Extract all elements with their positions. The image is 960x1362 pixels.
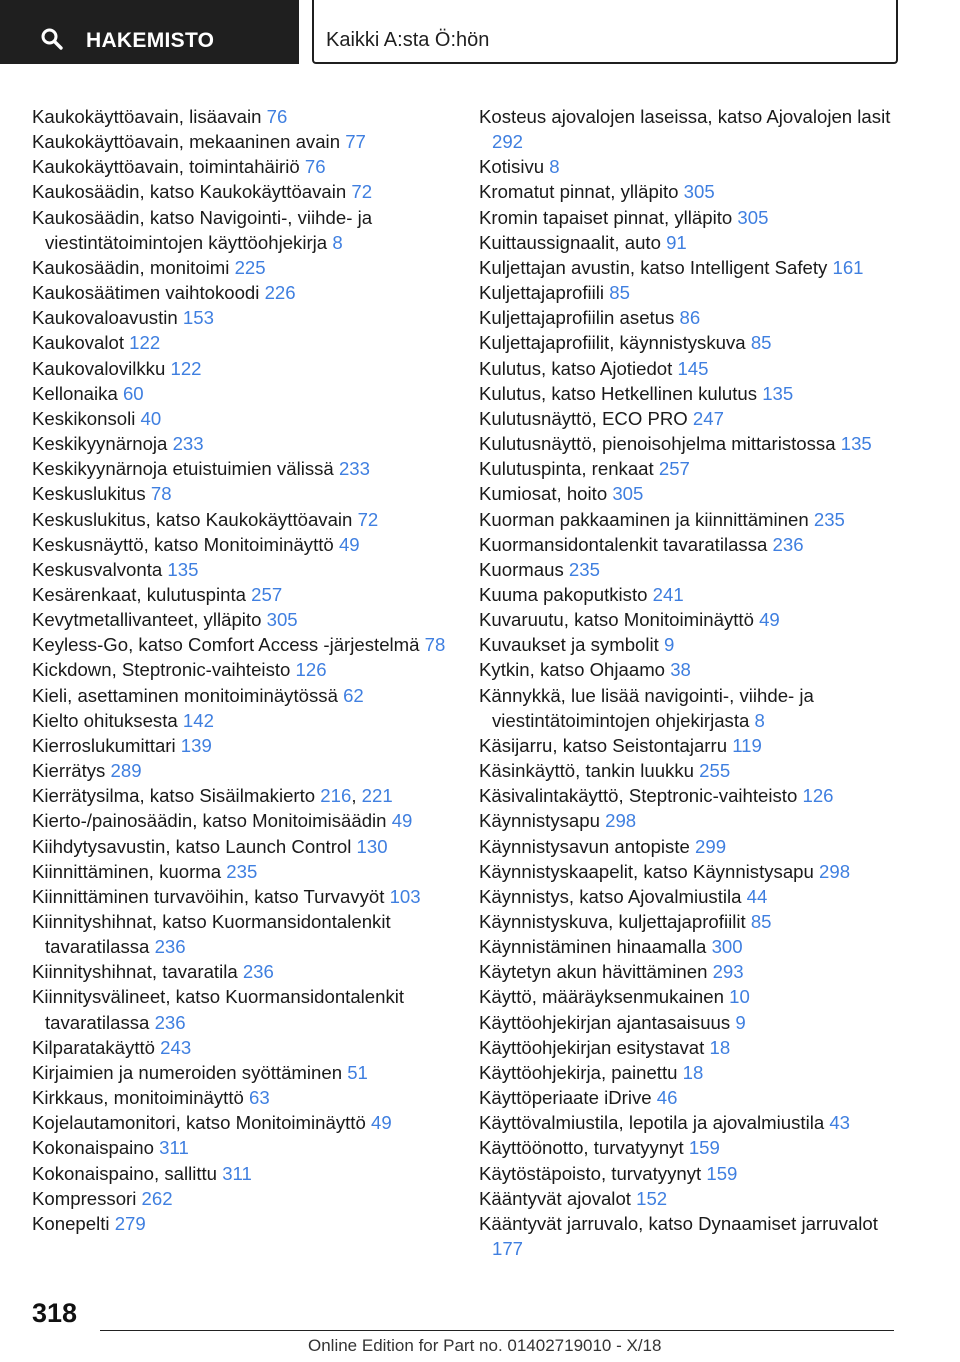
index-entry [32, 1211, 462, 1236]
index-entry-term: Kojelautamonitori, katso Monitoiminäyttö [32, 1112, 371, 1134]
index-entry [479, 532, 909, 557]
page-link[interactable]: 262 [141, 1187, 173, 1209]
index-entry-term: Käynnistäminen hinaamalla [479, 936, 712, 958]
index-entry-term: Kiinnityshihnat, tavaratila [32, 961, 243, 983]
index-entry-term: Kuuma pakoputkisto [479, 583, 653, 605]
index-entry-term: Keskusvalvonta [32, 558, 168, 580]
index-entry [479, 330, 909, 355]
index-entry [479, 733, 909, 758]
index-entry [32, 582, 462, 607]
index-entry-term: Kiihdytysavustin, katso Launch Control [32, 835, 357, 857]
page-link[interactable]: 233 [338, 458, 370, 480]
index-entry-term: Käyttöohjekirjan esitystavat [479, 1036, 710, 1058]
index-entry [479, 456, 909, 481]
index-entry [479, 179, 909, 204]
index-entry-term: Kosteus ajovalojen laseissa, katso Ajovalojen lasit [479, 106, 891, 127]
index-entry-term: Käynnistys, katso Ajovalmiustila [479, 885, 747, 907]
index-entry [32, 909, 462, 959]
index-entry-term: Kirjaimien ja numeroiden syöttäminen [32, 1061, 348, 1083]
index-entry [32, 834, 462, 859]
page-link[interactable]: 135 [167, 558, 199, 580]
a-to-z-tab[interactable] [312, 0, 898, 64]
page-link[interactable]: 49 [338, 533, 360, 555]
index-entry [32, 330, 462, 355]
page-link[interactable]: 152 [636, 1187, 668, 1209]
page-link[interactable]: 247 [692, 407, 724, 429]
index-entry [32, 1135, 462, 1160]
index-entry [32, 507, 462, 532]
page-link[interactable]: 305 [612, 483, 644, 505]
index-entry-term: Kytkin, katso Ohjaamo [479, 659, 671, 681]
index-entry [479, 808, 909, 833]
page-link[interactable]: 8 [754, 709, 765, 731]
index-entry-term: Keskikyynärnoja [32, 433, 173, 455]
page-link[interactable]: 130 [356, 835, 388, 857]
index-entry-term: Kaukokäyttöavain, mekaaninen avain [32, 131, 346, 153]
index-entry-term: Kulutuspinta, renkaat [479, 458, 659, 480]
page-link[interactable]: 122 [129, 332, 161, 354]
page-link[interactable]: 78 [424, 634, 446, 656]
index-entry [479, 959, 909, 984]
index-entry [479, 1035, 909, 1060]
page-link[interactable]: 18 [682, 1061, 704, 1083]
index-entry-term: Keskuslukitus, katso Kaukokäyttöavain [32, 508, 358, 530]
page-link[interactable]: 235 [813, 508, 845, 530]
page-link[interactable]: 305 [266, 609, 298, 631]
index-entry [479, 230, 909, 255]
index-entry-term: Kromin tapaiset pinnat, ylläpito [479, 206, 738, 228]
index-entry-term: Kulutusnäyttö, ECO PRO [479, 407, 693, 429]
index-entry-term: Kilparatakäyttö [32, 1036, 161, 1058]
page-link[interactable]: 44 [746, 885, 768, 907]
index-entry [32, 557, 462, 582]
index-entry [32, 406, 462, 431]
index-tab-label: HAKEMISTO [86, 29, 215, 52]
page-number: 318 [32, 1298, 78, 1328]
page-link[interactable]: 257 [251, 583, 283, 605]
index-search-tab[interactable] [0, 0, 299, 64]
page-link[interactable]: 145 [677, 357, 709, 379]
page-link[interactable]: 135 [762, 382, 794, 404]
index-entry [32, 381, 462, 406]
index-entry-term: Kulutus, katso Ajotiedot [479, 357, 678, 379]
index-entry [32, 959, 462, 984]
index-entry-term: Keyless-Go, katso Comfort Access -järjestelmä [32, 634, 425, 656]
index-entry-term: Kuljettajaprofiilin asetus [479, 307, 680, 329]
page-link[interactable]: 77 [345, 131, 366, 153]
page-link[interactable]: 235 [226, 860, 258, 882]
page-link[interactable]: 159 [688, 1137, 720, 1159]
page-link[interactable]: 241 [652, 583, 684, 605]
index-entry-term: Käsivalintakäyttö, Steptronic-vaihteisto [479, 785, 803, 807]
index-entry-term: Kiinnittäminen turvavöihin, katso Turvavyöt [32, 885, 390, 907]
index-entry [479, 783, 909, 808]
index-entry-term: Käyttöohjekirja, painettu [479, 1061, 683, 1083]
index-entry [32, 733, 462, 758]
index-entry [32, 1161, 462, 1186]
index-entry-term: Käyttö, määräyksenmukainen [479, 986, 730, 1008]
page-link[interactable]: 86 [679, 307, 701, 329]
index-entry [479, 154, 909, 179]
index-entry [32, 1060, 462, 1085]
index-entry-term: Kokonaispaino [32, 1137, 160, 1159]
index-entry [479, 582, 909, 607]
index-entry-term: Kevytmetallivanteet, ylläpito [32, 609, 267, 631]
index-entry [32, 683, 462, 708]
index-entry [32, 1110, 462, 1135]
index-entry-term: Kaukovaloavustin [32, 307, 183, 329]
page-link[interactable]: 9 [735, 1011, 746, 1033]
page-link[interactable]: 49 [391, 810, 413, 832]
page-link[interactable]: 142 [182, 709, 214, 731]
page-link[interactable]: 305 [683, 181, 715, 203]
index-entry-term: Kaukovalot [32, 332, 130, 354]
index-entry-term: Kotisivu [479, 156, 550, 178]
page-link[interactable]: 9 [663, 634, 675, 656]
page-link[interactable]: 119 [732, 734, 762, 756]
index-entry-term: Keskikonsoli [32, 407, 141, 429]
page-link[interactable]: 103 [389, 885, 421, 907]
page-link[interactable]: 51 [347, 1061, 368, 1083]
index-entry [479, 1186, 909, 1211]
index-entry-term: Keskuslukitus [32, 483, 151, 505]
index-entry [32, 1035, 462, 1060]
index-entry-term: Kiinnityshihnat, katso Kuormansidontalenkit tavaratilassa [32, 911, 391, 958]
index-entry-term: Kieli, asettaminen monitoiminäytössä [32, 684, 344, 706]
index-entry-term: Kumiosat, hoito [479, 483, 613, 505]
edition-footer: Online Edition for Part no. 01402719010 - X/18 [308, 1336, 662, 1355]
index-entry [479, 657, 909, 682]
index-entry [479, 758, 909, 783]
index-entry [479, 632, 909, 657]
page-link[interactable]: 311 [222, 1162, 252, 1184]
index-entry-term: Kuljettajan avustin, katso Intelligent Safety [479, 256, 833, 278]
index-column-left [32, 104, 462, 1236]
page-link[interactable]: 236 [154, 1011, 186, 1033]
page-link[interactable]: 46 [656, 1087, 678, 1109]
index-entry-term: Kulutus, katso Hetkellinen kulutus [479, 382, 763, 404]
index-entry [32, 356, 462, 381]
index-entry-term: Kickdown, Steptronic-vaihteisto [32, 659, 296, 681]
page-link[interactable]: 221 [361, 785, 393, 807]
page-link[interactable]: 43 [829, 1112, 851, 1134]
page-link[interactable]: 122 [170, 357, 202, 379]
index-entry-term: Kromatut pinnat, ylläpito [479, 181, 684, 203]
index-entry [479, 1211, 909, 1261]
index-entry-term: Kaukovalovilkku [32, 357, 171, 379]
index-entry-term: Kuljettajaprofiilit, käynnistyskuva [479, 332, 751, 354]
page-link[interactable]: 153 [182, 307, 214, 329]
index-entry-term: Kääntyvät jarruvalo, katso Dynaamiset jarruvalot [479, 1212, 878, 1234]
index-entry [479, 255, 909, 280]
page-link[interactable]: 293 [712, 961, 744, 983]
page-link[interactable]: 279 [114, 1212, 146, 1234]
index-entry [32, 1186, 462, 1211]
a-to-z-tab-label: Kaikki A:sta Ö:hön [326, 29, 490, 51]
index-entry [479, 205, 909, 230]
index-entry [32, 607, 462, 632]
index-entry [479, 859, 909, 884]
page-link[interactable]: 159 [706, 1162, 738, 1184]
page-link[interactable]: 63 [249, 1087, 270, 1109]
index-entry [479, 431, 909, 456]
index-entry-term: Kaukokäyttöavain, toimintahäiriö [32, 156, 305, 178]
index-entry-term: Kierto-/painosäädin, katso Monitoimisäädin [32, 810, 392, 832]
page-link[interactable]: 289 [110, 760, 142, 782]
index-entry-term: Kierroslukumittari [32, 734, 181, 756]
page-link[interactable]: 299 [695, 835, 727, 857]
index-entry-term: Kännykkä, lue lisää navigointi-, viihde- ja viestintätoimintojen ohjekirjasta [479, 684, 814, 731]
page-link[interactable]: 298 [605, 810, 637, 832]
footer-divider [100, 1330, 894, 1331]
index-entry [32, 255, 462, 280]
index-entry [479, 557, 909, 582]
index-entry-term: Käytöstäpoisto, turvatyynyt [479, 1162, 707, 1184]
index-entry [479, 1060, 909, 1085]
index-entry [32, 154, 462, 179]
page-link[interactable]: 236 [242, 961, 274, 983]
index-entry-term: Kuvaruutu, katso Monitoiminäyttö [479, 609, 760, 631]
index-entry-term: Kaukosäädin, katso Kaukokäyttöavain [32, 181, 352, 203]
index-entry-term: Keskusnäyttö, katso Monitoiminäyttö [32, 533, 339, 555]
page-link[interactable]: 91 [666, 231, 687, 253]
index-entry [32, 129, 462, 154]
index-entry-term: Kesärenkaat, kulutuspinta [32, 583, 252, 605]
index-entry-term: Käyttöohjekirjan ajantasaisuus [479, 1011, 736, 1033]
index-entry-term: Kiinnitysvälineet, katso Kuormansidontalenkit tavaratilassa [32, 986, 405, 1033]
index-entry-term: Kierrätys [32, 760, 111, 782]
index-entry-term: Kaukosäädin, katso Navigointi-, viihde- ja viestintätoimintojen käyttöohjekirja [32, 206, 373, 253]
index-entry [32, 657, 462, 682]
index-entry [479, 607, 909, 632]
index-entry [479, 1010, 909, 1035]
index-entry [32, 758, 462, 783]
index-entry [32, 1085, 462, 1110]
index-entry-term: Käynnistysavun antopiste [479, 835, 696, 857]
page-link[interactable]: 72 [357, 508, 379, 530]
index-entry-term: Käyttöönotto, turvatyynyt [479, 1137, 689, 1159]
index-entry-term: Kuormansidontalenkit tavaratilassa [479, 533, 773, 555]
page-link[interactable]: 216 [320, 785, 352, 807]
page-link[interactable]: 298 [819, 860, 851, 882]
search-icon [40, 27, 64, 51]
index-entry-term: Kierrätysilma, katso Sisäilmakierto [32, 785, 321, 807]
index-entry-term: Käsinkäyttö, tankin luukku [479, 760, 700, 782]
page-link[interactable]: 10 [729, 986, 750, 1008]
index-entry-term: Kielto ohituksesta [32, 709, 183, 731]
index-entry [479, 507, 909, 532]
index-entry-term: Käyttövalmiustila, lepotila ja ajovalmiustila [479, 1112, 830, 1134]
index-entry [479, 934, 909, 959]
index-entry [479, 1110, 909, 1135]
index-entry-term: Kokonaispaino, sallittu [32, 1162, 223, 1184]
top-navigation [0, 0, 960, 66]
index-entry-term: Konepelti [32, 1212, 115, 1234]
page-link[interactable]: 8 [549, 156, 560, 178]
index-entry [32, 708, 462, 733]
page-link[interactable]: 236 [772, 533, 804, 555]
index-entry [479, 481, 909, 506]
page-link[interactable]: 135 [840, 433, 872, 455]
page-link[interactable]: 72 [351, 181, 373, 203]
page-link[interactable]: 243 [160, 1036, 192, 1058]
page-link[interactable]: 49 [759, 609, 780, 631]
index-entry [479, 984, 909, 1009]
index-entry [479, 381, 909, 406]
page-link[interactable]: 311 [159, 1137, 189, 1159]
index-entry-term: Käynnistyskuva, kuljettajaprofiilit [479, 911, 751, 932]
page-link[interactable]: 76 [266, 106, 288, 127]
index-entry-term: Kuorman pakkaaminen ja kiinnittäminen [479, 508, 814, 530]
index-entry-term: Kulutusnäyttö, pienoisohjelma mittaristossa [479, 433, 841, 455]
page-link[interactable]: 257 [658, 458, 690, 480]
index-entry-term: Kaukosäädin, monitoimi [32, 256, 235, 278]
index-entry [479, 884, 909, 909]
index-entry [479, 406, 909, 431]
page-link[interactable]: 62 [343, 684, 364, 706]
page-link[interactable]: 38 [670, 659, 691, 681]
index-entry [32, 431, 462, 456]
page-link[interactable]: 49 [370, 1112, 392, 1134]
index-entry-term: Kuittaussignaalit, auto [479, 231, 667, 253]
page-link[interactable]: 255 [699, 760, 731, 782]
index-entry-term: Kaukosäätimen vaihtokoodi [32, 282, 265, 304]
index-entry [32, 808, 462, 833]
page-link[interactable]: 226 [264, 282, 296, 304]
index-entry-term: Kirkkaus, monitoiminäyttö [32, 1087, 250, 1109]
index-entry [32, 280, 462, 305]
index-entry-term: Kompressori [32, 1187, 142, 1209]
page-link[interactable]: 139 [180, 734, 212, 756]
index-entry [479, 834, 909, 859]
index-entry-term: Kuljettajaprofiili [479, 282, 610, 304]
page-link[interactable]: 126 [295, 659, 327, 681]
index-entry [32, 532, 462, 557]
page-link[interactable]: 18 [709, 1036, 731, 1058]
index-entry [32, 783, 462, 808]
page-link[interactable]: 225 [234, 256, 266, 278]
page-separator: , [351, 785, 362, 807]
index-entry-term: Käsijarru, katso Seistontajarru [479, 734, 733, 756]
page-link[interactable]: 161 [832, 256, 864, 278]
page-link[interactable]: 300 [711, 936, 743, 958]
index-entry-term: Kääntyvät ajovalot [479, 1187, 637, 1209]
index-entry [32, 305, 462, 330]
index-entry [32, 456, 462, 481]
page-link[interactable]: 85 [609, 282, 630, 304]
index-entry [479, 356, 909, 381]
page-link[interactable]: 126 [802, 785, 834, 807]
index-entry [479, 683, 909, 733]
index-entry [32, 104, 462, 129]
index-entry [32, 632, 462, 657]
page-link[interactable]: 233 [172, 433, 204, 455]
page-link[interactable]: 8 [332, 231, 343, 253]
index-entry [479, 1085, 909, 1110]
index-entry [479, 1135, 909, 1160]
index-entry [32, 179, 462, 204]
index-entry [32, 859, 462, 884]
index-entry-term: Kellonaika [32, 382, 123, 404]
index-entry [32, 884, 462, 909]
index-entry-term: Käyttöperiaate iDrive [479, 1087, 657, 1109]
index-entry [479, 305, 909, 330]
index-entry-term: Käynnistysapu [479, 810, 606, 832]
page-link[interactable]: 305 [737, 206, 769, 228]
index-entry [479, 280, 909, 305]
index-entry [479, 909, 909, 934]
index-entry-term: Keskikyynärnoja etuistuimien välissä [32, 458, 339, 480]
index-entry-term: Kuormaus [479, 558, 569, 580]
page-link[interactable]: 60 [122, 382, 144, 404]
index-entry [479, 1161, 909, 1186]
page-link[interactable]: 78 [150, 483, 172, 505]
index-entry [32, 984, 462, 1034]
page-link[interactable]: 235 [568, 558, 600, 580]
page-link[interactable]: 85 [750, 332, 772, 354]
index-entry-term: Käytetyn akun hävittäminen [479, 961, 713, 983]
index-entry-term: Kuvaukset ja symbolit [479, 634, 664, 656]
page-link[interactable]: 292 [492, 131, 524, 153]
index-entry-term: Kiinnittäminen, kuorma [32, 860, 227, 882]
page-link[interactable]: 177 [492, 1238, 524, 1260]
page-link[interactable]: 236 [154, 936, 186, 958]
page-link[interactable]: 85 [750, 911, 772, 932]
index-entry-term: Kaukokäyttöavain, lisäavain [32, 106, 267, 127]
index-column-right [479, 104, 909, 1261]
page-link[interactable]: 40 [140, 407, 162, 429]
page-link[interactable]: 76 [304, 156, 326, 178]
index-entry [32, 481, 462, 506]
index-entry [32, 205, 462, 255]
index-entry-term: Käynnistyskaapelit, katso Käynnistysapu [479, 860, 820, 882]
index-entry [479, 104, 909, 154]
